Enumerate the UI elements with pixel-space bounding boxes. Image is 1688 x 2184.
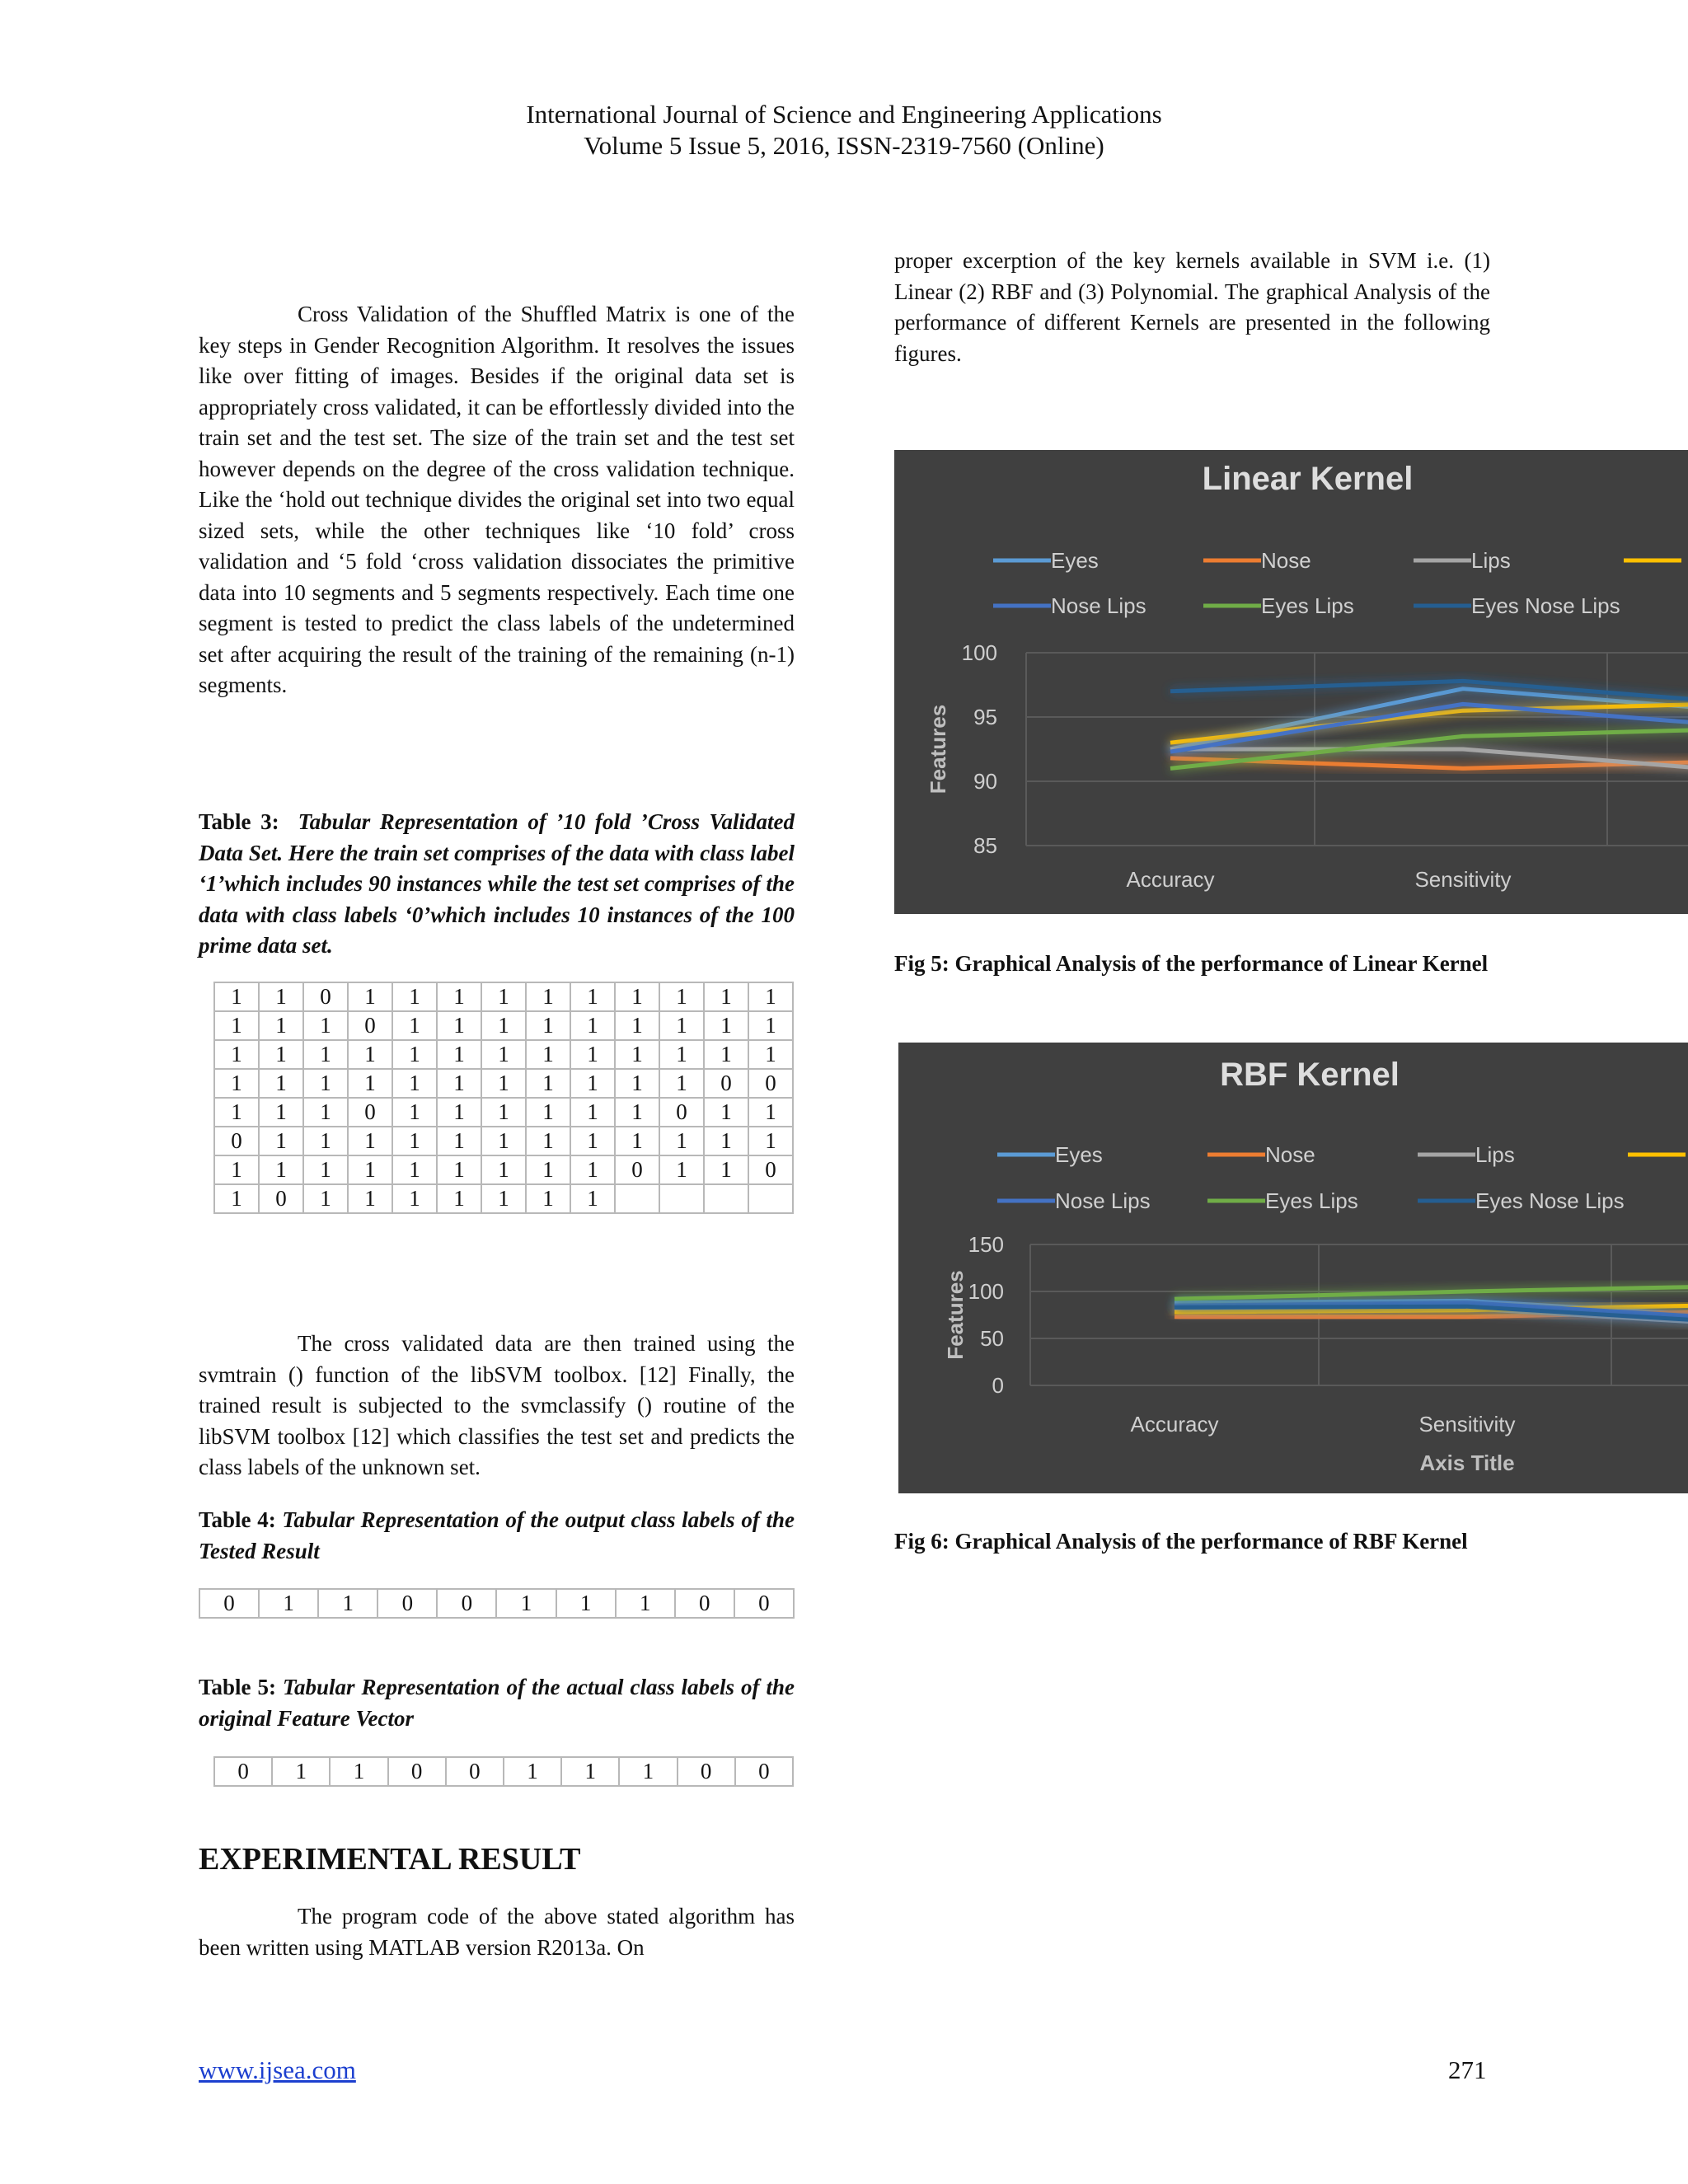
table-cell: 0 [748,1155,793,1184]
y-tick-label: 150 [968,1232,1004,1257]
table-cell: 1 [481,1184,526,1213]
table-cell [748,1184,793,1213]
rbf-kernel-chart-svg [898,1043,1688,1493]
legend-label: Eyes Nose Lips [1475,1188,1625,1213]
table-cell: 0 [659,1098,704,1127]
table-cell: 0 [303,982,348,1011]
table-cell: 1 [392,1098,437,1127]
table-cell: 1 [481,1127,526,1155]
chart-title: RBF Kernel [1220,1057,1400,1093]
table-cell: 0 [748,1069,793,1098]
table-cell: 1 [619,1757,677,1786]
y-axis-label: Features [926,704,950,794]
y-tick-label: 90 [973,769,997,794]
table4-text: Tabular Representation of the output class labels of the Tested Result [199,1507,795,1563]
table-cell: 1 [526,1069,570,1098]
table-cell: 1 [259,1589,318,1618]
fig5-caption: Fig 5: Graphical Analysis of the performance of Linear Kernel [894,951,1489,976]
table-cell: 1 [318,1589,377,1618]
table-cell: 1 [437,1098,481,1127]
table-cell: 1 [570,1127,615,1155]
table-cell: 0 [675,1589,734,1618]
table-cell: 1 [615,1011,659,1040]
table-row [214,1184,793,1213]
table4-label: Table 4: [199,1507,276,1532]
table-cell: 1 [348,1155,392,1184]
table-cell: 1 [348,982,392,1011]
y-axis-label: Features [943,1270,968,1360]
footer-website-link[interactable]: www.ijsea.com [199,2055,356,2084]
table-cell: 1 [214,1040,259,1069]
table-cell: 1 [481,1155,526,1184]
table-cell: 1 [348,1069,392,1098]
table-cell: 1 [659,1040,704,1069]
table-cell: 1 [526,982,570,1011]
table-cell: 0 [388,1757,446,1786]
table-cell: 1 [481,982,526,1011]
table-cell: 1 [303,1098,348,1127]
table-cell: 1 [659,1011,704,1040]
table-cell: 0 [735,1757,793,1786]
y-tick-label: 95 [973,705,997,729]
right-paragraph-1-block [894,246,1490,369]
x-tick-label: Sensitivity [1414,867,1512,892]
legend-label: Nose Lips [1051,593,1146,618]
table-row [214,1127,793,1155]
table-cell: 1 [392,1184,437,1213]
table-cell: 1 [659,1155,704,1184]
table-row [214,1011,793,1040]
table-cell: 1 [615,1127,659,1155]
table-cell: 0 [348,1011,392,1040]
table-cell: 1 [392,1155,437,1184]
table-cell: 0 [259,1184,303,1213]
y-tick-label: 85 [973,833,997,858]
table-cell: 1 [214,982,259,1011]
table4-caption-block [199,1505,795,1567]
legend-label: Eyes Nose Lips [1471,593,1620,618]
left-paragraph-2-block [199,1329,795,1483]
paragraph-cross-validation: Cross Validation of the Shuffled Matrix is one of the key steps in Gender Recognition Algorithm. It resolves the issues like over fitting of images. Besides if the original data set is appropriately cross validated, it can be effortlessly divided into the train set and the test set. The size of the train set and the test set however depends on the degree of the cross validation technique. Like the ‘hold out technique divides the original set into two equal sized sets, while the other techniques like ‘10 fold’ cross validation and ‘5 fold ‘cross validation dissociates the primitive data into 10 segments and 5 segments respectively. Each time one segment is tested to predict the class labels of the undetermined set after acquiring the result of the training of the remaining (n-1) segments. [199,302,795,697]
table-cell: 1 [526,1011,570,1040]
table-cell: 1 [437,1184,481,1213]
table3-caption [199,807,795,962]
page-number: 271 [1448,2055,1487,2084]
table-cell: 1 [481,1011,526,1040]
table-cell: 1 [659,1069,704,1098]
table-cell: 1 [214,1098,259,1127]
table-cell: 1 [348,1184,392,1213]
table-cell: 1 [437,982,481,1011]
x-axis-label: Axis Title [1419,1451,1515,1475]
table4-caption [199,1505,795,1567]
table-cell: 1 [704,1040,748,1069]
table-cell: 1 [659,982,704,1011]
table-cell: 1 [348,1040,392,1069]
table-cell: 0 [348,1098,392,1127]
table-cell: 1 [748,1011,793,1040]
table-cell: 1 [303,1127,348,1155]
table-cell: 1 [303,1040,348,1069]
table-cell: 1 [615,1040,659,1069]
rbf-kernel-chart [898,1043,1688,1493]
table-cell: 0 [214,1127,259,1155]
table-cell: 1 [303,1069,348,1098]
table5-caption-block [199,1672,795,1734]
table-cell: 1 [259,982,303,1011]
table-cell: 1 [704,1011,748,1040]
table-cell: 1 [526,1184,570,1213]
table-cell: 1 [615,982,659,1011]
table-cell: 1 [748,1098,793,1127]
table-cell: 1 [504,1757,561,1786]
table-cell [659,1184,704,1213]
table-row [214,1040,793,1069]
table-cell: 1 [526,1127,570,1155]
table-cell: 1 [496,1589,556,1618]
table-cell: 0 [734,1589,794,1618]
left-paragraph-3-block [199,1901,795,1963]
table-cell: 1 [259,1069,303,1098]
table-row [214,1098,793,1127]
table5-caption [199,1672,795,1734]
table-cell: 1 [616,1589,675,1618]
table3 [213,982,794,1214]
paragraph-svmtrain: The cross validated data are then trained using the svmtrain () function of the libSVM toolbox. [12] Finally, the trained result is subjected to the svmclassify () routine of the libSVM toolbox [12] which classifies the test set and predicts the class labels of the unknown set. [199,1331,795,1479]
x-tick-label: Sensitivity [1418,1412,1516,1436]
table-cell: 1 [570,1069,615,1098]
table-cell: 1 [748,982,793,1011]
table-cell: 1 [615,1069,659,1098]
legend-label: Eyes Lips [1265,1188,1358,1213]
table-cell: 0 [377,1589,437,1618]
journal-volume: Volume 5 Issue 5, 2016, ISSN-2319-7560 (Online) [584,131,1104,160]
table-cell: 1 [392,1069,437,1098]
table-cell: 1 [392,1040,437,1069]
linear-kernel-chart [894,450,1688,914]
legend-label: Lips [1475,1142,1515,1167]
table3-label: Table 3: [199,809,279,834]
table-cell: 1 [259,1155,303,1184]
table-cell: 1 [303,1184,348,1213]
legend-label: Nose [1261,548,1311,573]
table-cell: 0 [199,1589,259,1618]
table5-label: Table 5: [199,1675,277,1699]
table-cell: 1 [481,1069,526,1098]
legend-label: Nose Lips [1055,1188,1151,1213]
table-cell: 1 [704,982,748,1011]
table-cell: 0 [214,1757,272,1786]
table-cell [615,1184,659,1213]
table-cell: 1 [214,1011,259,1040]
table-cell: 1 [570,1184,615,1213]
table-cell: 1 [748,1127,793,1155]
table-cell: 1 [259,1127,303,1155]
table-cell: 0 [446,1757,504,1786]
table-cell: 1 [392,1011,437,1040]
table3-caption-block [199,807,795,962]
table-cell: 1 [214,1155,259,1184]
table3-text: Tabular Representation of ’10 fold ’Cross Validated Data Set. Here the train set comprises of the data with class label ‘1’which includes 90 instances while the test set comprises of the data with class labels ‘0’which includes 10 instances of the 100 prime data set. [199,809,795,958]
table-cell: 1 [570,1040,615,1069]
section-title-experimental-result: EXPERIMENTAL RESULT [199,1842,581,1877]
table-cell: 1 [392,1127,437,1155]
paragraph-kernels: proper excerption of the key kernels available in SVM i.e. (1) Linear (2) RBF and (3) Polynomial. The graphical Analysis of the performance of different Kernels are presented in the following figures. [894,248,1490,366]
table-cell: 1 [437,1155,481,1184]
table-cell: 1 [392,982,437,1011]
table-cell: 1 [330,1757,387,1786]
table-row [199,1589,794,1618]
table-cell: 1 [259,1098,303,1127]
journal-title: International Journal of Science and Engineering Applications [526,100,1162,129]
y-tick-label: 100 [968,1279,1004,1304]
table-cell: 1 [259,1040,303,1069]
table-cell: 1 [437,1069,481,1098]
table-cell: 1 [481,1040,526,1069]
table-cell: 1 [303,1011,348,1040]
table-cell: 1 [570,1155,615,1184]
table-row [214,982,793,1011]
table-row [214,1155,793,1184]
linear-kernel-chart-svg [894,450,1688,914]
table5-text: Tabular Representation of the actual class labels of the original Feature Vector [199,1675,795,1731]
table-cell: 1 [481,1098,526,1127]
table-cell: 0 [678,1757,735,1786]
table-cell: 1 [570,1011,615,1040]
table-cell [704,1184,748,1213]
table-cell: 1 [214,1069,259,1098]
series-line [1170,704,1688,752]
x-tick-label: Accuracy [1130,1412,1219,1436]
table-cell: 1 [437,1040,481,1069]
table5 [213,1756,794,1787]
y-tick-label: 100 [961,640,997,665]
table-cell: 1 [259,1011,303,1040]
table-cell: 1 [570,982,615,1011]
legend-label: Eyes [1055,1142,1103,1167]
table-cell: 1 [704,1155,748,1184]
table-cell: 1 [526,1040,570,1069]
table-cell: 1 [704,1098,748,1127]
table-cell: 0 [704,1069,748,1098]
table-cell: 1 [561,1757,619,1786]
journal-header [0,99,1688,162]
chart-title: Linear Kernel [1202,461,1414,497]
table-cell: 1 [748,1040,793,1069]
table-cell: 1 [704,1127,748,1155]
paragraph-matlab: The program code of the above stated algorithm has been written using MATLAB version R2013a. On [199,1904,795,1960]
table-cell: 1 [526,1098,570,1127]
table-cell: 1 [526,1155,570,1184]
fig6-caption: Fig 6: Graphical Analysis of the performance of RBF Kernel [894,1529,1468,1554]
table-cell: 1 [437,1011,481,1040]
table-cell: 1 [272,1757,330,1786]
table-cell: 1 [303,1155,348,1184]
legend-label: Eyes Lips [1261,593,1354,618]
table-row [214,1757,793,1786]
table-cell: 1 [556,1589,616,1618]
table-cell: 1 [615,1098,659,1127]
table4 [199,1588,795,1619]
table-cell: 0 [437,1589,496,1618]
table-cell: 1 [348,1127,392,1155]
table-row [214,1069,793,1098]
table-cell: 0 [615,1155,659,1184]
y-tick-label: 0 [992,1373,1004,1398]
y-tick-label: 50 [980,1326,1004,1351]
table-cell: 1 [659,1127,704,1155]
table-cell: 1 [570,1098,615,1127]
table-cell: 1 [214,1184,259,1213]
table-cell: 1 [437,1127,481,1155]
x-tick-label: Accuracy [1126,867,1215,892]
left-paragraph-1-block [199,299,795,701]
legend-label: Eyes [1051,548,1099,573]
legend-label: Lips [1471,548,1511,573]
legend-label: Nose [1265,1142,1315,1167]
